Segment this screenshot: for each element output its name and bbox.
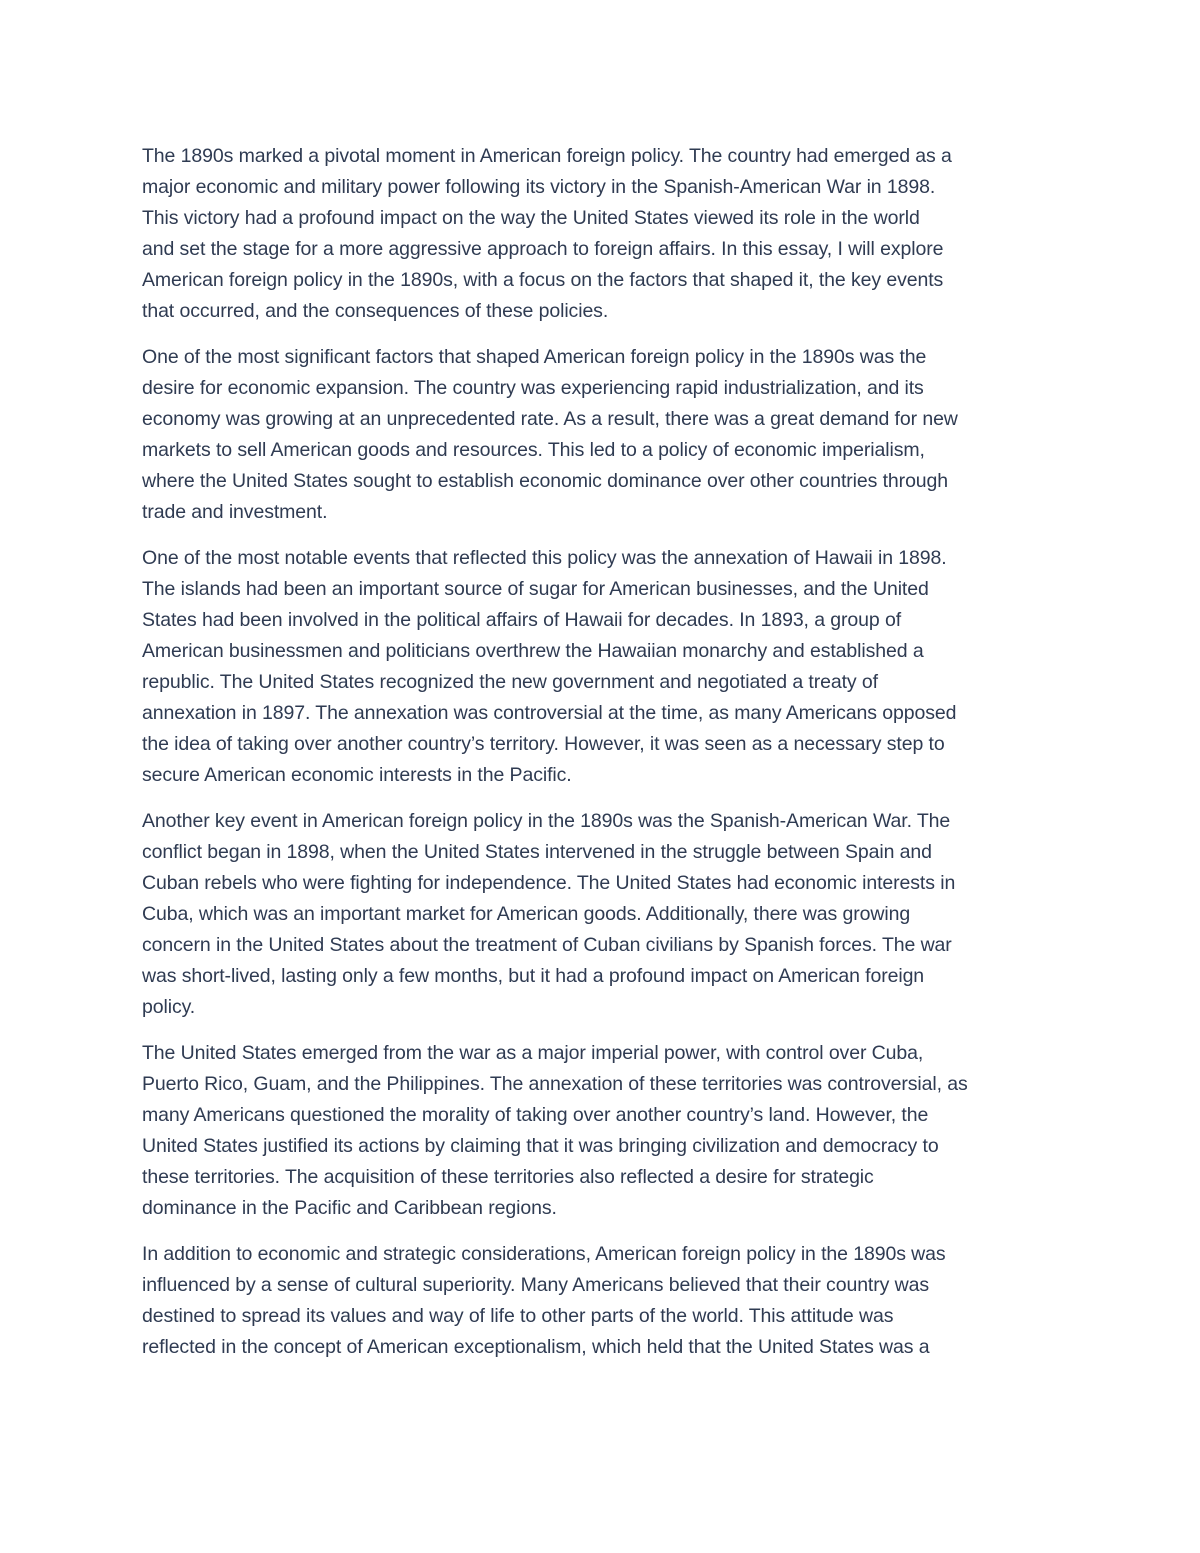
text-line: many Americans questioned the morality of taking over another country’s land. However, the xyxy=(142,1104,929,1126)
paragraph-6 xyxy=(142,1239,1072,1363)
text-line: One of the most notable events that reflected this policy was the annexation of Hawaii in 1898. xyxy=(142,547,947,569)
paragraph-5 xyxy=(142,1038,1072,1224)
text-line: the idea of taking over another country’s territory. However, it was seen as a necessary step to xyxy=(142,733,945,755)
text-line: influenced by a sense of cultural superiority. Many Americans believed that their country was xyxy=(142,1274,929,1296)
text-line: that occurred, and the consequences of these policies. xyxy=(142,300,609,322)
paragraph-2 xyxy=(142,342,1072,528)
text-line: One of the most significant factors that shaped American foreign policy in the 1890s was the xyxy=(142,346,927,368)
text-line: reflected in the concept of American exceptionalism, which held that the United States was a xyxy=(142,1336,930,1358)
text-line: annexation in 1897. The annexation was controversial at the time, as many Americans opposed xyxy=(142,702,957,724)
paragraph-3 xyxy=(142,543,1072,791)
text-line: The islands had been an important source of sugar for American businesses, and the United xyxy=(142,578,929,600)
text-line: secure American economic interests in the Pacific. xyxy=(142,764,572,786)
text-line: was short-lived, lasting only a few months, but it had a profound impact on American foreign xyxy=(142,965,925,987)
text-line: This victory had a profound impact on the way the United States viewed its role in the world xyxy=(142,207,920,229)
paragraph-1 xyxy=(142,141,1072,327)
text-line: where the United States sought to establish economic dominance over other countries through xyxy=(142,470,949,492)
text-line: Puerto Rico, Guam, and the Philippines. The annexation of these territories was controversial, as xyxy=(142,1073,968,1095)
text-line: Cuban rebels who were fighting for independence. The United States had economic interests in xyxy=(142,872,956,894)
text-line: American foreign policy in the 1890s, with a focus on the factors that shaped it, the key events xyxy=(142,269,944,291)
text-line: dominance in the Pacific and Caribbean regions. xyxy=(142,1197,557,1219)
text-line: economy was growing at an unprecedented rate. As a result, there was a great demand for new xyxy=(142,408,958,430)
text-line: concern in the United States about the treatment of Cuban civilians by Spanish forces. The war xyxy=(142,934,952,956)
text-line: republic. The United States recognized the new government and negotiated a treaty of xyxy=(142,671,878,693)
text-line: markets to sell American goods and resources. This led to a policy of economic imperialism, xyxy=(142,439,925,461)
text-line: Another key event in American foreign policy in the 1890s was the Spanish-American War. The xyxy=(142,810,951,832)
text-line: policy. xyxy=(142,996,196,1018)
text-line: In addition to economic and strategic considerations, American foreign policy in the 1890s was xyxy=(142,1243,946,1265)
text-line: desire for economic expansion. The country was experiencing rapid industrialization, and its xyxy=(142,377,924,399)
text-line: these territories. The acquisition of these territories also reflected a desire for strategic xyxy=(142,1166,874,1188)
text-line: The 1890s marked a pivotal moment in American foreign policy. The country had emerged as a xyxy=(142,145,952,167)
text-line: Cuba, which was an important market for American goods. Additionally, there was growing xyxy=(142,903,911,925)
text-line: conflict began in 1898, when the United States intervened in the struggle between Spain and xyxy=(142,841,932,863)
text-line: and set the stage for a more aggressive approach to foreign affairs. In this essay, I will explore xyxy=(142,238,944,260)
text-line: destined to spread its values and way of life to other parts of the world. This attitude was xyxy=(142,1305,894,1327)
text-line: The United States emerged from the war as a major imperial power, with control over Cuba, xyxy=(142,1042,924,1064)
text-line: American businessmen and politicians overthrew the Hawaiian monarchy and established a xyxy=(142,640,924,662)
paragraph-4 xyxy=(142,806,1072,1023)
text-line: States had been involved in the political affairs of Hawaii for decades. In 1893, a group of xyxy=(142,609,902,631)
text-line: trade and investment. xyxy=(142,501,328,523)
document-body xyxy=(142,141,1072,1378)
text-line: major economic and military power following its victory in the Spanish-American War in 1898. xyxy=(142,176,936,198)
text-line: United States justified its actions by claiming that it was bringing civilization and democracy to xyxy=(142,1135,939,1157)
